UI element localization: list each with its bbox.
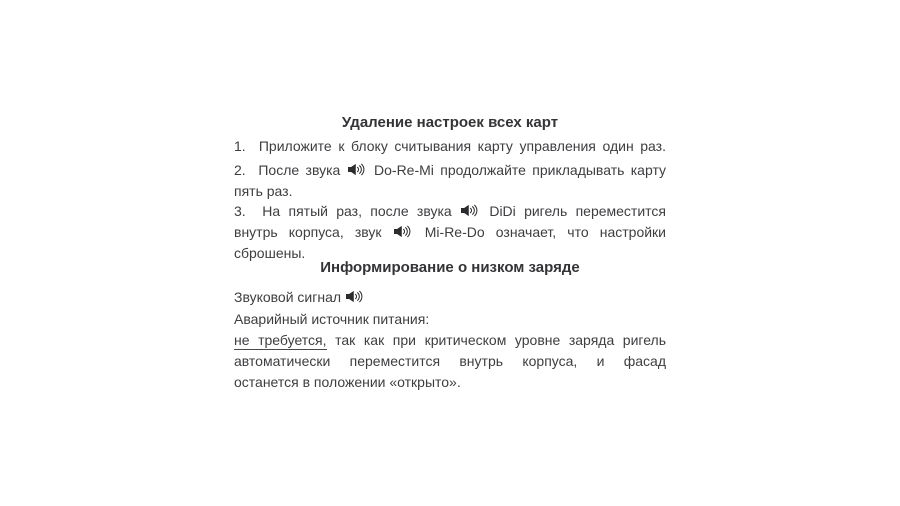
sound-signal-label: Звуковой сигнал (234, 289, 342, 305)
step-2 (234, 160, 666, 202)
section-title-text: Удаление настроек всех карт (341, 114, 559, 131)
step-1-text: 1. Приложите к блоку считывания карту управления один раз. (234, 138, 666, 154)
emergency-line-3 (234, 351, 666, 372)
step-2-text-end: пять раз. (234, 183, 293, 199)
step-2-text-after: Do-Re-Mi продолжайте прикладывать карту (374, 162, 667, 178)
step-1-line-1 (234, 136, 666, 157)
step-2-line-2 (234, 181, 666, 202)
emergency-line4-text: останется в положении «открыто». (234, 374, 461, 390)
emergency-line-2 (234, 330, 666, 351)
section-title-low-battery (234, 257, 666, 278)
step-3-text-before: 3. На пятый раз, после звука (234, 203, 452, 219)
step-3-line2-before: внутрь корпуса, звук (234, 224, 382, 240)
step-3 (234, 201, 666, 264)
section-title-text: Информирование о низком заряде (320, 259, 580, 276)
speaker-sound-icon (461, 204, 480, 217)
step-3-text-end: сброшены. (234, 245, 306, 261)
emergency-line-4 (234, 372, 666, 393)
emergency-heading-text: Аварийный источник питания: (234, 311, 430, 327)
emergency-line-1 (234, 309, 666, 330)
step-1 (234, 136, 666, 157)
sound-signal-line (234, 287, 666, 308)
step-3-text-after: DiDi ригель переместится (489, 203, 666, 219)
emergency-power-paragraph (234, 309, 666, 393)
speaker-sound-icon (346, 290, 365, 303)
emergency-line3-text: автоматически переместится внутрь корпуса, и фасад (234, 353, 666, 369)
step-2-text-before: 2. После звука (234, 162, 341, 178)
step-3-line2-after: Mi-Re-Do означает, что настройки (424, 224, 667, 240)
step-3-line-2 (234, 222, 666, 243)
emergency-underlined-text: не требуется, (234, 332, 327, 348)
sound-signal-text-line (234, 287, 666, 308)
speaker-sound-icon (394, 225, 413, 238)
step-2-line-1 (234, 160, 666, 181)
step-3-line-1 (234, 201, 666, 222)
speaker-sound-icon (348, 163, 367, 176)
section-title-delete-all-cards (234, 112, 666, 133)
emergency-line2-rest: так как при критическом уровне заряда ригель (335, 332, 666, 348)
